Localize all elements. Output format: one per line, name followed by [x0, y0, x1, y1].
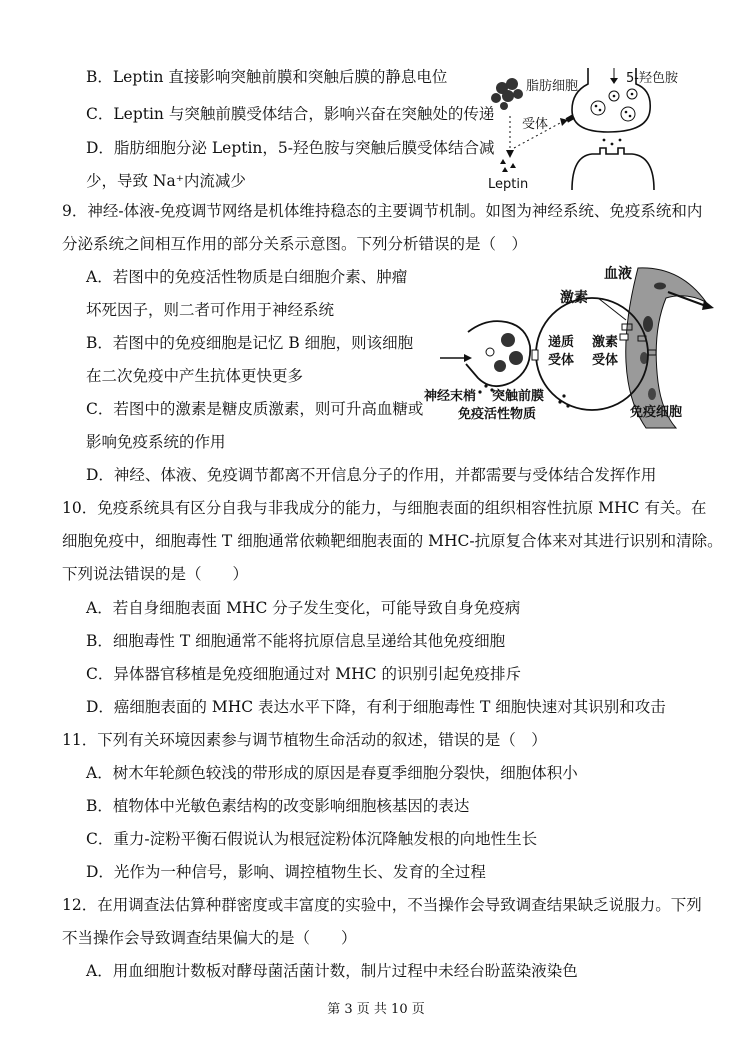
q8-option-c: C．Leptin 与突触前膜受体结合，影响兴奋在突触处的传递	[86, 105, 495, 123]
immune-active-label: 免疫活性物质	[458, 407, 537, 422]
q10-option-c: C．异体器官移植是免疫细胞通过对 MHC 的识别引起免疫排斥	[86, 665, 521, 683]
q10-stem-cont: 细胞免疫中，细胞毒性 T 细胞通常依赖靶细胞表面的 MHC-抗原复合体来对其进行识别和清除。	[62, 532, 723, 550]
q9-stem-cont: 分泌系统之间相互作用的部分关系示意图。下列分析错误的是（ ）	[62, 235, 528, 253]
immune-cell-label: 免疫细胞	[630, 405, 683, 420]
neuro-immune-figure	[420, 262, 720, 432]
fat-cell-label: 脂肪细胞	[526, 79, 579, 94]
hormone-label: 激素	[560, 290, 588, 306]
q11-option-b: B．植物体中光敏色素结构的改变影响细胞核基因的表达	[86, 797, 470, 815]
neurotransmitter-label: 递质	[548, 335, 575, 350]
q11-stem: 11．下列有关环境因素参与调节植物生命活动的叙述，错误的是（ ）	[62, 731, 547, 749]
q9-option-c-cont: 影响免疫系统的作用	[86, 433, 226, 451]
hormone-receptor-label: 激素	[592, 335, 619, 350]
q9-option-a: A．若图中的免疫活性物质是白细胞介素、肿瘤	[86, 268, 408, 286]
q9-option-b: B．若图中的免疫细胞是记忆 B 细胞，则该细胞	[86, 334, 414, 352]
q10-option-d: D．癌细胞表面的 MHC 表达水平下降，有利于细胞毒性 T 细胞快速对其识别和攻击	[86, 698, 666, 716]
q10-stem: 10．免疫系统具有区分自我与非我成分的能力，与细胞表面的组织相容性抗原 MHC 有关。在	[62, 499, 707, 517]
q10-option-b: B．细胞毒性 T 细胞通常不能将抗原信息呈递给其他免疫细胞	[86, 632, 506, 650]
q12-stem: 12．在用调查法估算种群密度或丰富度的实验中，不当操作会导致调查结果缺乏说服力。下列	[62, 896, 702, 914]
q10-stem-cont-2: 下列说法错误的是（ ）	[62, 565, 249, 583]
q9-option-d: D．神经、体液、免疫调节都离不开信息分子的作用，并都需要与受体结合发挥作用	[86, 466, 657, 484]
receptor-label: 受体	[522, 117, 549, 132]
q9-option-c: C．若图中的激素是糖皮质激素，则可升高血糖或	[86, 400, 424, 418]
q11-option-d: D．光作为一种信号，影响、调控植物生长、发育的全过程	[86, 863, 486, 881]
q8-option-d: D．脂肪细胞分泌 Leptin，5-羟色胺与突触后膜受体结合减	[86, 139, 495, 157]
q12-stem-cont: 不当操作会导致调查结果偏大的是（ ）	[62, 929, 357, 947]
presynaptic-label: 突触前膜	[492, 389, 545, 404]
q8-option-d-cont: 少，导致 Na⁺内流减少	[86, 172, 246, 190]
q12-option-a: A．用血细胞计数板对酵母菌活菌计数，制片过程中未经台盼蓝染液染色	[86, 962, 578, 980]
fat-cell-icon	[491, 78, 523, 110]
q9-stem: 9．神经-体液-免疫调节网络是机体维持稳态的主要调节机制。如图为神经系统、免疫系统和内	[62, 202, 703, 220]
leptin-label: Leptin	[488, 177, 529, 192]
receptor-label-2: 受体	[592, 353, 619, 368]
q8-option-b: B．Leptin 直接影响突触前膜和突触后膜的静息电位	[86, 68, 448, 86]
receptor-label-1: 受体	[548, 353, 575, 368]
q11-option-a: A．树木年轮颜色较浅的带形成的原因是春夏季细胞分裂快，细胞体积小	[86, 764, 578, 782]
page-footer: 第 3 页 共 10 页	[327, 1002, 425, 1017]
leptin-synapse-figure	[480, 60, 700, 195]
q10-option-a: A．若自身细胞表面 MHC 分子发生变化，可能导致自身免疫病	[86, 599, 521, 617]
nerve-ending-label: 神经末梢	[424, 389, 477, 404]
blood-label: 血液	[604, 266, 632, 282]
q11-option-c: C．重力-淀粉平衡石假说认为根冠淀粉体沉降触发根的向地性生长	[86, 830, 538, 848]
serotonin-label: 5-羟色胺	[626, 71, 678, 86]
q9-option-a-cont: 坏死因子，则二者可作用于神经系统	[86, 301, 335, 319]
q9-option-b-cont: 在二次免疫中产生抗体更快更多	[86, 367, 304, 385]
